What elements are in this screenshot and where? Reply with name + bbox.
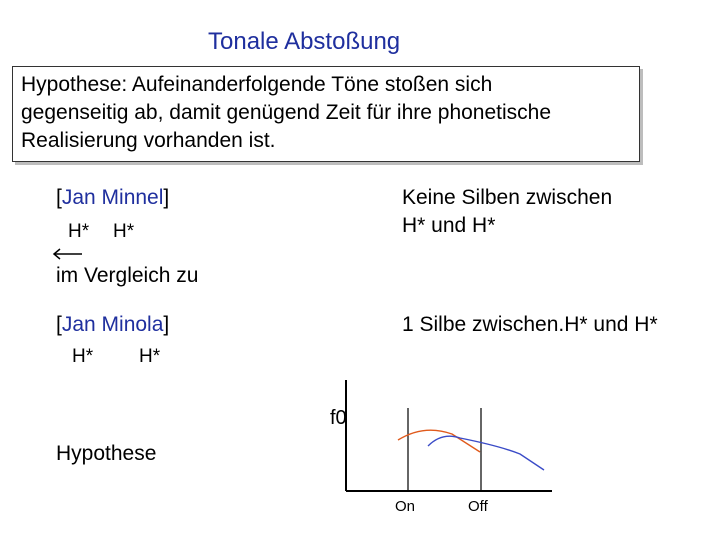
hypothesis-label: Hypothese	[56, 442, 157, 465]
blue-contour	[428, 436, 544, 470]
bracket-close: ]	[163, 313, 170, 336]
example2-tone-2: H*	[139, 346, 161, 367]
hypothesis-line-3: Realisierung vorhanden ist.	[21, 129, 276, 152]
example2-note: 1 Silbe zwischen.H* und H*	[402, 313, 658, 336]
bracket-close: ]	[163, 186, 170, 209]
slide-title: Tonale Abstoßung	[208, 28, 401, 55]
example1-note-line-1: Keine Silben zwischen	[402, 186, 613, 209]
hypothesis-box	[12, 66, 640, 162]
hypothesis-line-2: gegenseitig ab, damit genügend Zeit für ihre phonetische	[21, 101, 552, 124]
x-label-on: On	[395, 498, 416, 515]
red-contour	[398, 430, 480, 452]
bracket-open: [	[56, 186, 62, 209]
example2-tone-1: H*	[72, 346, 94, 367]
y-axis-label: f0	[330, 407, 347, 429]
hypothesis-line-1: Hypothese: Aufeinanderfolgende Töne stoßen sich	[21, 73, 493, 96]
example1-words: Jan Minnel	[61, 186, 164, 209]
example1-tone-1: H*	[68, 221, 90, 242]
example1-note-line-2: H* und H*	[402, 214, 496, 237]
example2-words: Jan Minola	[61, 313, 164, 336]
comparison-text: im Vergleich zu	[56, 264, 199, 287]
bracket-open: [	[56, 313, 62, 336]
left-arrow-icon	[50, 244, 84, 260]
example1-phrase	[56, 186, 169, 210]
example1-tone-2: H*	[113, 221, 135, 242]
example2-phrase	[56, 313, 169, 337]
f0-sketch-plot	[320, 360, 560, 530]
x-label-off: Off	[468, 498, 488, 515]
